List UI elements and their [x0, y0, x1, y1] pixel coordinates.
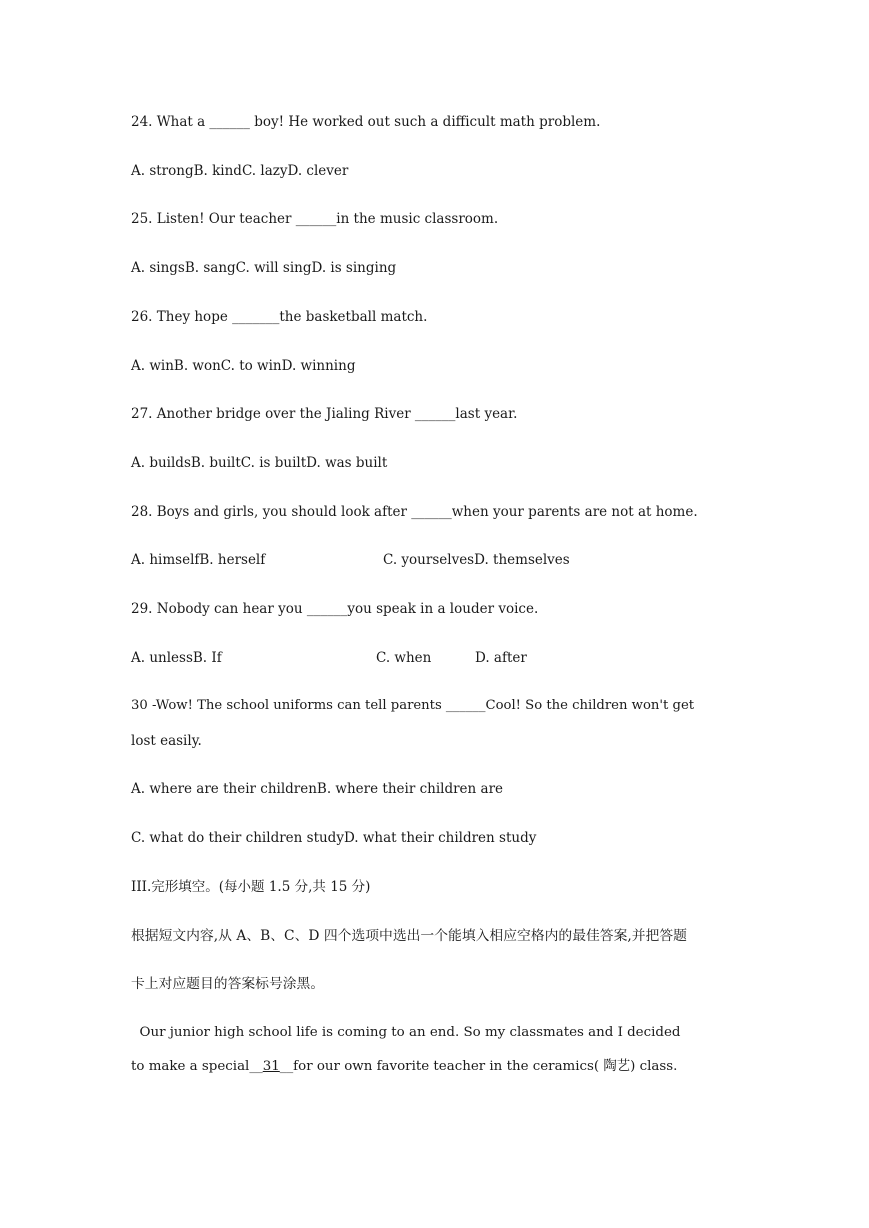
question-25-options: A. singsB. sangC. will singD. is singing: [131, 260, 397, 276]
question-29-options: [131, 648, 731, 668]
section-instruction-line1: 根据短文内容,从 A、B、C、D 四个选项中选出一个能填入相应空格内的最佳答案,并把答题: [131, 928, 687, 944]
question-25-stem: 25. Listen! Our teacher ______in the music classroom.: [131, 211, 499, 227]
section-instruction-line2: 卡上对应题目的答案标号涂黑。: [131, 976, 325, 992]
question-29-option-d: D. after: [475, 650, 527, 666]
section-heading: III.完形填空。(每小题 1.5 分,共 15 分): [131, 879, 371, 895]
passage-line1: Our junior high school life is coming to an end. So my classmates and I decided: [131, 1025, 681, 1040]
passage-line2-after: __for our own favorite teacher in the ceramics( 陶艺) class.: [279, 1059, 678, 1074]
question-30-stem-line1: 30 -Wow! The school uniforms can tell parents ______Cool! So the children won't get: [131, 698, 695, 713]
question-28-stem: 28. Boys and girls, you should look after ______when your parents are not at home.: [131, 504, 698, 520]
question-24-stem: 24. What a ______ boy! He worked out such a difficult math problem.: [131, 114, 601, 130]
question-27-options: A. buildsB. builtC. is builtD. was built: [131, 455, 388, 471]
passage-line2-before: to make a special__: [131, 1059, 263, 1074]
question-26-stem: 26. They hope _______the basketball match.: [131, 309, 428, 325]
passage-line2: [131, 1057, 677, 1077]
question-30-options-line1: A. where are their childrenB. where their children are: [131, 781, 504, 797]
question-28-options-ab: A. himselfB. herself: [131, 552, 266, 568]
question-27-stem: 27. Another bridge over the Jialing River ______last year.: [131, 406, 518, 422]
question-28-options: [131, 550, 731, 570]
blank-31: 31: [262, 1059, 280, 1074]
question-28-options-cd: C. yourselvesD. themselves: [383, 552, 570, 568]
question-30-options-line2: C. what do their children studyD. what their children study: [131, 830, 537, 846]
question-29-stem: 29. Nobody can hear you ______you speak in a louder voice.: [131, 601, 539, 617]
question-29-options-ab: A. unlessB. If: [131, 650, 222, 666]
question-30-stem-line2: lost easily.: [131, 733, 202, 749]
question-24-options: A. strongB. kindC. lazyD. clever: [131, 163, 349, 179]
question-29-option-c: C. when: [376, 650, 432, 666]
question-26-options: A. winB. wonC. to winD. winning: [131, 358, 356, 374]
